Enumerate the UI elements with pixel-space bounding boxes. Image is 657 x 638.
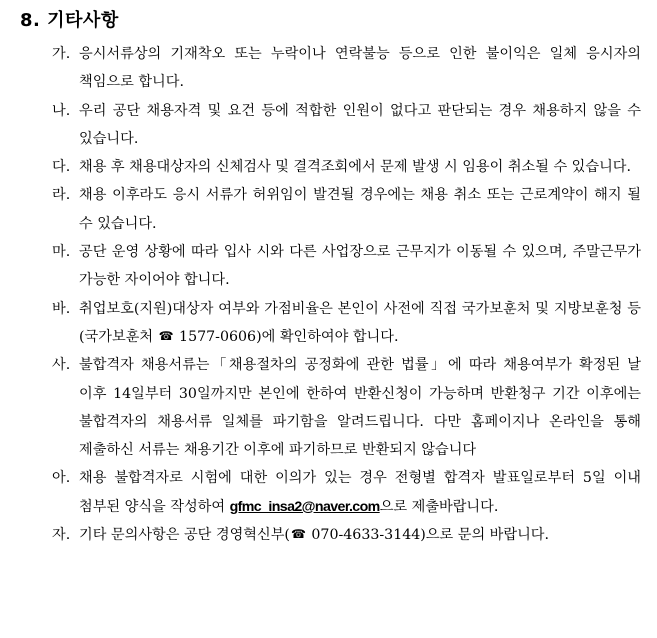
- item-text-after: )에 확인하여야 합니다.: [256, 328, 399, 345]
- item-marker: 바.: [52, 300, 71, 317]
- item-text-after: 으로 제출바랍니다.: [379, 498, 499, 515]
- item-text-before: 기타 문의사항은 공단 경영혁신부(: [79, 527, 290, 544]
- list-item-ja: [20, 521, 641, 549]
- phone-number: 1577-0606: [179, 328, 257, 345]
- list-item-ma: [20, 238, 641, 295]
- section-heading: [20, 8, 641, 34]
- list-item-ga: [20, 40, 641, 97]
- list-item-ba: [20, 295, 641, 352]
- telephone-icon: ☎: [290, 527, 306, 542]
- item-text: 우리 공단 채용자격 및 요건 등에 적합한 인원이 없다고 판단되는 경우 채용하지 않을 수 있습니다.: [79, 102, 641, 147]
- item-marker: 자.: [52, 527, 71, 544]
- section-number: 8.: [20, 10, 41, 31]
- list-item-a: [20, 464, 641, 521]
- item-marker: 아.: [52, 470, 71, 487]
- item-text: 공단 운영 상황에 따라 입사 시와 다른 사업장으로 근무지가 이동될 수 있으며, 주말근무가 가능한 자이어야 합니다.: [79, 244, 641, 289]
- item-marker: 마.: [52, 244, 71, 261]
- notice-list: [20, 40, 641, 549]
- item-marker: 다.: [52, 159, 71, 176]
- item-text: 채용 이후라도 응시 서류가 허위임이 발견될 경우에는 채용 취소 또는 근로계약이 해지 될 수 있습니다.: [79, 187, 641, 232]
- email-link[interactable]: gfmc_insa2@naver.com: [229, 498, 380, 515]
- item-text-before: 취업보호(지원)대상자 여부와 가점비율은 본인이 사전에 직접 국가보훈처 및 지방보훈청 등(국가보훈처: [79, 300, 641, 345]
- item-text: 불합격자 채용서류는「채용절차의 공정화에 관한 법률」에 따라 채용여부가 확정된 날 이후 14일부터 30일까지만 본인에 한하여 반환신청이 가능하며 반환청구 기간 이후에는 불합격자의 채용서류 일체를 파기함을 알려드립니다. 다만 홈페이지나 온라인을 통해 제출하신 서류는 채용기간 이후에 파기하므로 반환되지 않습니다: [79, 357, 641, 459]
- item-text: [79, 521, 641, 549]
- item-text-before: 채용 불합격자로 시험에 대한 이의가 있는 경우 전형별 합격자 발표일로부터 5일 이내 첨부된 양식을 작성하여: [79, 470, 641, 515]
- item-marker: 사.: [52, 357, 71, 374]
- list-item-na: [20, 97, 641, 154]
- item-marker: 가.: [52, 46, 71, 62]
- item-text: [79, 464, 641, 521]
- item-text: 채용 후 채용대상자의 신체검사 및 결격조회에서 문제 발생 시 임용이 취소될 수 있습니다.: [79, 159, 632, 176]
- phone-number: 070-4633-3144: [311, 527, 421, 544]
- item-text: 응시서류상의 기재착오 또는 누락이나 연락불능 등으로 인한 불이익은 일체 응시자의 책임으로 합니다.: [79, 46, 641, 91]
- item-marker: 라.: [52, 187, 71, 204]
- list-item-ra: [20, 181, 641, 238]
- item-marker: 나.: [52, 102, 71, 119]
- item-text-after: )으로 문의 바랍니다.: [420, 527, 550, 544]
- telephone-icon: ☎: [158, 328, 174, 343]
- section-title: 기타사항: [47, 10, 119, 31]
- list-item-sa: [20, 351, 641, 464]
- item-text: [79, 295, 641, 352]
- list-item-da: [20, 153, 641, 181]
